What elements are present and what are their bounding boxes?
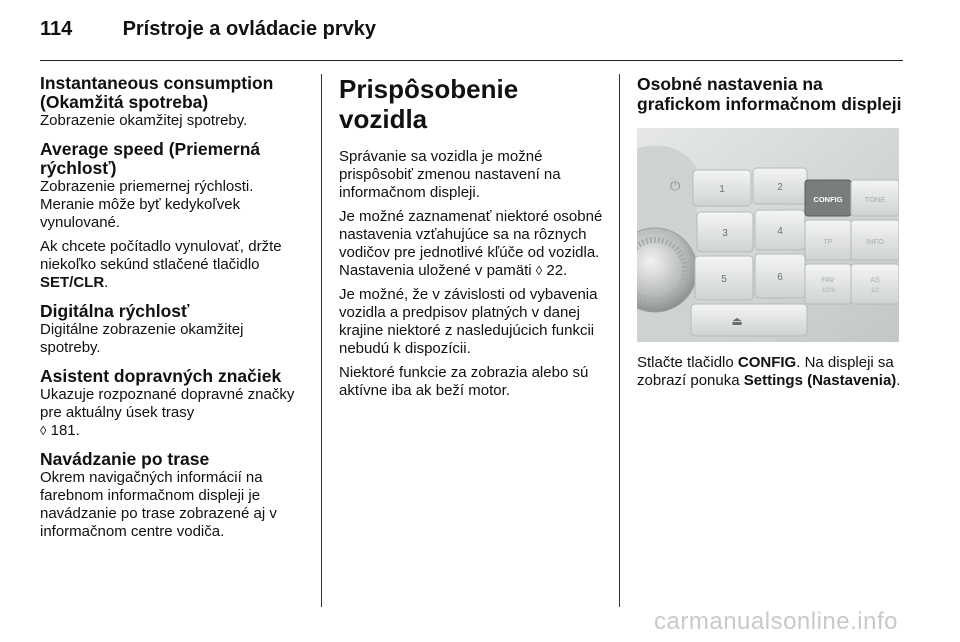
section-heading: Navádzanie po trase [40, 449, 210, 469]
config-button-label: CONFIG [813, 195, 843, 204]
page-ref[interactable]: 181. [46, 422, 80, 439]
info-button-label: INFO [866, 237, 884, 246]
section-heading: Average speed (Priemerná rýchlosť) [40, 139, 261, 178]
preset-4-label: 4 [777, 226, 783, 237]
tp-button-label: TP [823, 237, 833, 246]
section-average-speed [40, 140, 308, 292]
column-divider-left [321, 74, 322, 607]
header-rule [40, 60, 903, 61]
page-header [40, 18, 376, 41]
section-body: Okrem navigačných informácií na farebnom informačnom displeji je navádzanie po trase zobrazené aj v informačnom centre vodiča. [40, 469, 277, 540]
paragraph: Je možné, že v závislosti od vybavenia vozidla a predpisov platných v danej krajine niektoré z nasledujúcich funkcii nebudú k dispozícii. [339, 286, 598, 357]
section-instantaneous-consumption [40, 74, 308, 130]
fav-button-label: FAV [821, 277, 835, 284]
section-route-guidance [40, 450, 308, 541]
as-button-label: AS [870, 277, 880, 284]
set-clr-label: SET/CLR [40, 274, 105, 291]
column-right [637, 74, 907, 390]
fav-button-sublabel: 1/2/3 [821, 288, 835, 294]
section-heading: Osobné nastavenia na grafickom informačnom displeji [637, 74, 902, 114]
preset-2-label: 2 [777, 182, 783, 193]
page-ref-arrow-icon: ◊ [535, 263, 543, 278]
section-traffic-sign-assistant [40, 367, 308, 440]
page-ref-arrow-icon: ◊ [40, 423, 47, 438]
section-body: Zobrazenie okamžitej spotreby. [40, 112, 248, 129]
section-title: Prispôsobenie vozidla [339, 74, 519, 134]
watermark: carmanualsonline.info [654, 608, 898, 635]
control-panel-photo [637, 128, 899, 342]
section-heading: Instantaneous consumption (Okamžitá spotreba) [40, 73, 274, 112]
paragraph: Niektoré funkcie za zobrazia alebo sú aktívne iba ak beží motor. [339, 364, 589, 399]
svg-text:⏻: ⏻ [670, 178, 681, 193]
section-heading: Digitálna rýchlosť [40, 301, 190, 321]
column-middle [339, 74, 607, 406]
section-body-reset: Ak chcete počítadlo vynulovať, držte niekoľko sekúnd stlačené tlačidlo SET/CLR. [40, 238, 282, 291]
section-body: Zobrazenie priemernej rýchlosti. Meranie môže byť kedykoľvek vynulované. [40, 178, 254, 231]
section-digital-speed [40, 302, 308, 357]
paragraph: Správanie sa vozidla je možné prispôsobiť zmenou nastavení na informačnom displeji. [339, 148, 561, 201]
section-heading: Asistent dopravných značiek [40, 366, 282, 386]
photo-caption: Stlačte tlačidlo CONFIG. Na displeji sa zobrazí ponuka Settings (Nastavenia). [637, 354, 901, 389]
page-ref[interactable]: 22. [542, 262, 568, 279]
settings-label: Settings (Nastavenia) [743, 372, 897, 389]
chapter-title: Prístroje a ovládacie prvky [122, 18, 377, 40]
paragraph: Je možné zaznamenať niektoré osobné nastavenia vzťahujúce sa na rôznych vodičov pre jednotlivé kľúče od vozidla. Nastavenia uložené v pamäti ◊ 22. [339, 208, 603, 279]
column-divider-right [619, 74, 620, 607]
preset-6-label: 6 [777, 272, 783, 283]
column-left [40, 74, 308, 551]
preset-3-label: 3 [722, 228, 728, 239]
tone-button-label: TONE [864, 195, 886, 204]
preset-5-label: 5 [721, 274, 727, 285]
as-button-sublabel: 1/2 [870, 288, 880, 294]
preset-1-label: 1 [719, 184, 725, 195]
section-body: Ukazuje rozpoznané dopravné značky pre aktuálny úsek trasy ◊ 181. [40, 386, 295, 439]
eject-icon: ⏏ [731, 314, 743, 328]
page-number: 114 [40, 18, 73, 40]
config-label: CONFIG [737, 354, 797, 371]
control-panel-illustration [637, 128, 899, 342]
section-body: Digitálne zobrazenie okamžitej spotreby. [40, 321, 244, 356]
